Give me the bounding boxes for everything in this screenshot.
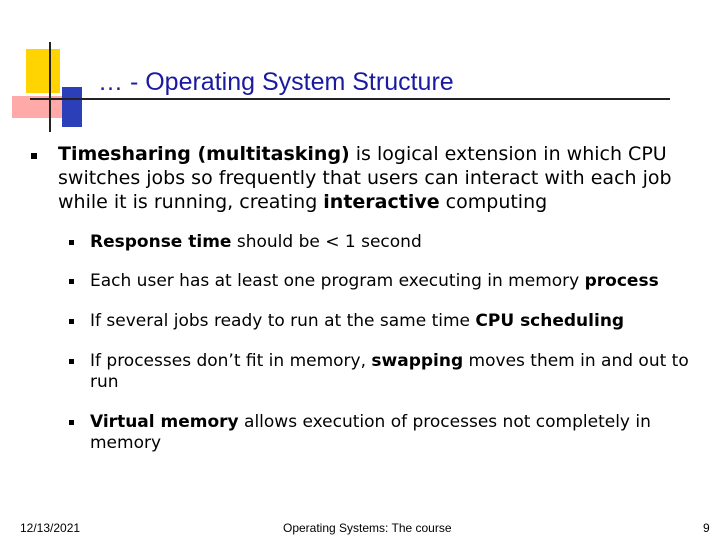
sub-bullet-2-bold: process bbox=[584, 271, 659, 291]
sub-bullet-5-bold: Virtual memory bbox=[90, 412, 239, 432]
sub-bullet-3-bold: CPU scheduling bbox=[475, 311, 625, 331]
decor-horizontal-line bbox=[30, 98, 670, 100]
main-bullet-text bbox=[58, 142, 698, 214]
sub-bullet-3 bbox=[90, 311, 710, 332]
sub-bullet-1-bold: Response time bbox=[90, 232, 232, 252]
sub-bullet-4-text: If processes don’t fit in memory, bbox=[90, 351, 372, 371]
slide-title: … - Operating System Structure bbox=[98, 68, 454, 96]
sub-bullet-icon bbox=[69, 359, 74, 364]
sub-bullet-4-bold: swapping bbox=[371, 351, 464, 371]
decor-vertical-line bbox=[49, 42, 51, 132]
sub-bullet-3-text: If several jobs ready to run at the same time bbox=[90, 311, 476, 331]
footer-date: 12/13/2021 bbox=[20, 521, 81, 535]
sub-bullet-4-text-2: moves them in and out to run bbox=[90, 351, 689, 392]
sub-bullet-5-text: allows execution of processes not completely in memory bbox=[90, 412, 651, 453]
sub-bullet-icon bbox=[69, 319, 74, 324]
bullet-icon bbox=[31, 153, 37, 159]
main-bullet-bold-2: interactive bbox=[323, 191, 440, 213]
main-bullet-text-2: computing bbox=[439, 191, 548, 213]
sub-bullet-2 bbox=[90, 271, 710, 292]
sub-bullet-1-text: should be < 1 second bbox=[231, 232, 422, 252]
footer-course: Operating Systems: The course bbox=[283, 521, 452, 535]
sub-bullet-2-text: Each user has at least one program executing in memory bbox=[90, 271, 585, 291]
sub-bullet-1 bbox=[90, 232, 710, 253]
decor-yellow-square bbox=[26, 49, 60, 93]
main-bullet-bold-1: Timesharing (multitasking) bbox=[58, 143, 350, 165]
sub-bullet-icon bbox=[69, 240, 74, 245]
sub-bullet-icon bbox=[69, 420, 74, 425]
sub-bullet-icon bbox=[69, 279, 74, 284]
footer-page-number: 9 bbox=[703, 521, 710, 535]
decor-blue-square bbox=[62, 87, 82, 127]
main-bullet-text-1: is logical extension in which CPU switches jobs so frequently that users can interact with each job while it is running, creating bbox=[58, 143, 672, 213]
sub-bullet-4 bbox=[90, 351, 710, 393]
sub-bullet-5 bbox=[90, 412, 710, 454]
